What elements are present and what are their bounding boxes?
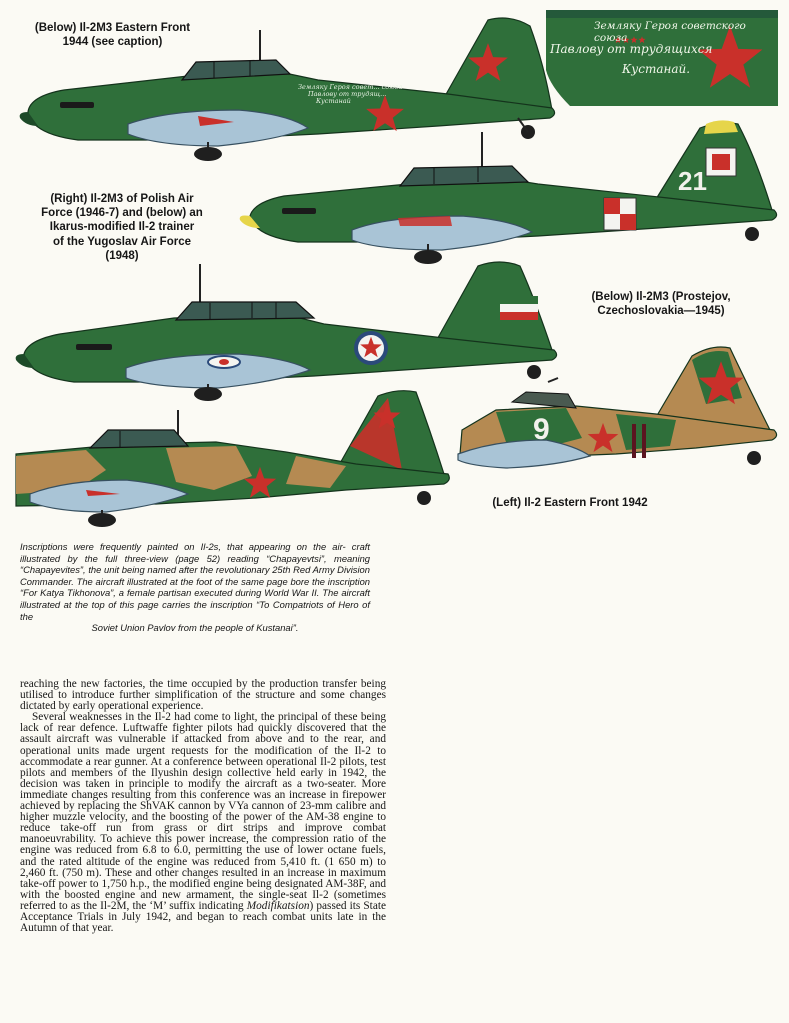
- yugoslav-fin-flag: [500, 296, 538, 320]
- polish-checker-fuselage: [604, 198, 636, 230]
- front42-number: 9: [533, 413, 550, 446]
- inscription-detail-inset: [546, 10, 778, 106]
- caption-eastern-front-1942: (Left) Il-2 Eastern Front 1942: [492, 497, 648, 509]
- article-body: [20, 679, 386, 934]
- polish-tail-number: 21: [678, 166, 707, 196]
- fuselage-inscription: Земляку Героя совет... союза Павлову от трудящ... Кустанай: [298, 83, 403, 105]
- aircraft-il2m3-prostejov: [16, 386, 452, 532]
- caption-polish-yugoslav: (Right) Il-2M3 of Polish Air Force (1946-7) and (below) an Ikarus-modified Il-2 trainer of the Yugoslav Air Force (1948): [41, 193, 203, 262]
- caption-prostejov: (Below) Il-2M3 (Prostejov, Czechoslovakia—1945): [591, 291, 731, 317]
- inset-line-3: Кустанай.: [622, 62, 691, 76]
- polish-checker-tail: [706, 148, 736, 176]
- illustration-caption: Inscriptions were frequently painted on Il-2s, that appearing on the air- craft illustrated by the full three-view (page 52) reading “Chapayevtsi”, meaning “Chapayevites”, the unit being named after the revolutionary 25th Red Army Division Commander. The aircraft illustrated at the foot of the same page bore the inscription “For Katya Tikhonova”, a female partisan executed during World War II. The aircraft illustrated at the top of this page carries the inscription “To Compatriots of Hero of the Soviet Union Pavlov from the people of Kustanai”.: [20, 541, 370, 634]
- paragraph-1: reaching the new factories, the time occupied by the production transfer being utilised to introduce further simplification of the structure and some changes dictated by early operational experience.: [20, 678, 386, 713]
- paragraph-2: Several weaknesses in the Il-2 had come to light, the principal of these being lack of rear defence. Luftwaffe fighter pilots had quickly discovered that the assault aircraft was vulnerable if attacked from above and to the rear, and operational units made urgent requests for the modification of the Il-2 to accommodate a rear gunner. At a conference between operational Il-2 pilots, test pilots and members of the Ilyushin design collective held early in 1942, the decision was taken in principle to modify the aircraft as a two-seater. More immediate changes resulting from this conference was an increase in firepower achieved by replacing the ShVAK cannon by VYa cannon of 23-mm calibre and higher muzzle velocity, and the boosting of the power of the AM-38 engine to reduce take-off run from grass or dirt strips and improve combat manoeuvrability. To achieve this power increase, the compression ratio of the engine was reduced from 6.8 to 6.0, permitting the use of lower octane fuels, and the rated altitude of the engine was reduced from 5,410 ft. (1 650 m) to 2,460 ft. (750 m). These and other changes resulted in an increase in maximum take-off power to 1,750 h.p., the modified engine being designated AM-38F, and with the boosted engine and new armament, the single-seat Il-2 (sometimes referred to as the Il-2M, the ‘M’ suffix indicating Modifikatsion) passed its State Acceptance Trials in July 1942, and began to reach combat units late in the Autumn of that year.: [20, 711, 386, 935]
- inset-line-2: Павлову от трудящихся: [550, 42, 713, 56]
- aircraft-il2-eastern-front-1942: [456, 342, 782, 472]
- inset-line-1: Земляку Героя советского союза: [594, 20, 746, 44]
- caption-eastern-front-1944: (Below) Il-2M3 Eastern Front 1944 (see caption): [34, 22, 191, 48]
- yugoslav-roundel: [354, 331, 388, 365]
